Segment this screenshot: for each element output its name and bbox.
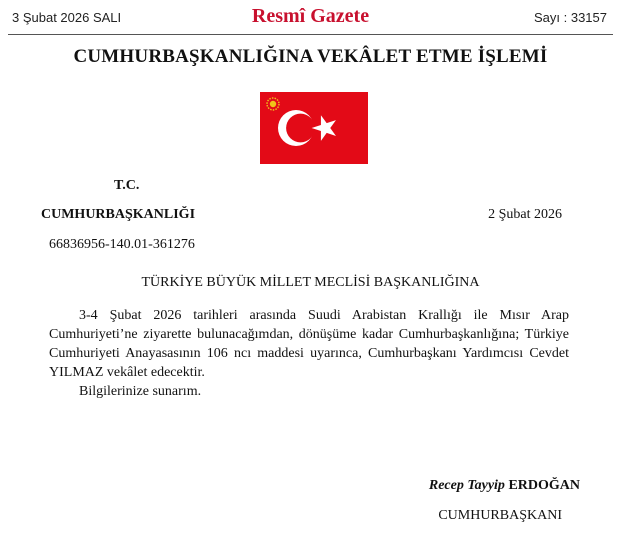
signatory-surname: ERDOĞAN xyxy=(508,478,580,493)
turkish-flag-icon xyxy=(260,92,368,164)
tc-heading: T.C. xyxy=(114,178,140,193)
recipient: TÜRKİYE BÜYÜK MİLLET MECLİSİ BAŞKANLIĞINA xyxy=(141,275,480,290)
gazette-header xyxy=(0,0,621,36)
closing-sentence: Bilgilerinize sunarım. xyxy=(79,384,202,399)
sender-organization: CUMHURBAŞKANLIĞI xyxy=(41,207,196,222)
issue-number: Sayı : 33157 xyxy=(534,10,607,25)
signatory-name xyxy=(429,478,580,494)
body-paragraph: 3-4 Şubat 2026 tarihleri arasında Suudi Arabistan Krallığı ile Mısır Arap Cumhuriyeti’ne ziyarette bulunacağımdan, dönüşüme kadar Cumhurbaşkanlığına; Türkiye Cumhuriyeti Anayasasının 106 ncı maddesi uyarınca, Cumhurbaşkanı Yardımcısı Cevdet YILMAZ vekâlet edecektir. xyxy=(49,308,569,380)
issue-date: 3 Şubat 2026 SALI xyxy=(12,10,122,25)
letter-body xyxy=(49,306,569,401)
signatory-first-name: Recep Tayyip xyxy=(428,478,505,493)
header-divider xyxy=(8,34,613,35)
signatory-title: CUMHURBAŞKANI xyxy=(438,508,562,523)
document-title: CUMHURBAŞKANLIĞINA VEKÂLET ETME İŞLEMİ xyxy=(73,46,548,67)
reference-number: 66836956-140.01-361276 xyxy=(49,237,195,252)
crescent-inner xyxy=(286,114,315,143)
publication-title: Resmî Gazete xyxy=(251,5,370,27)
letter-date: 2 Şubat 2026 xyxy=(488,207,562,222)
